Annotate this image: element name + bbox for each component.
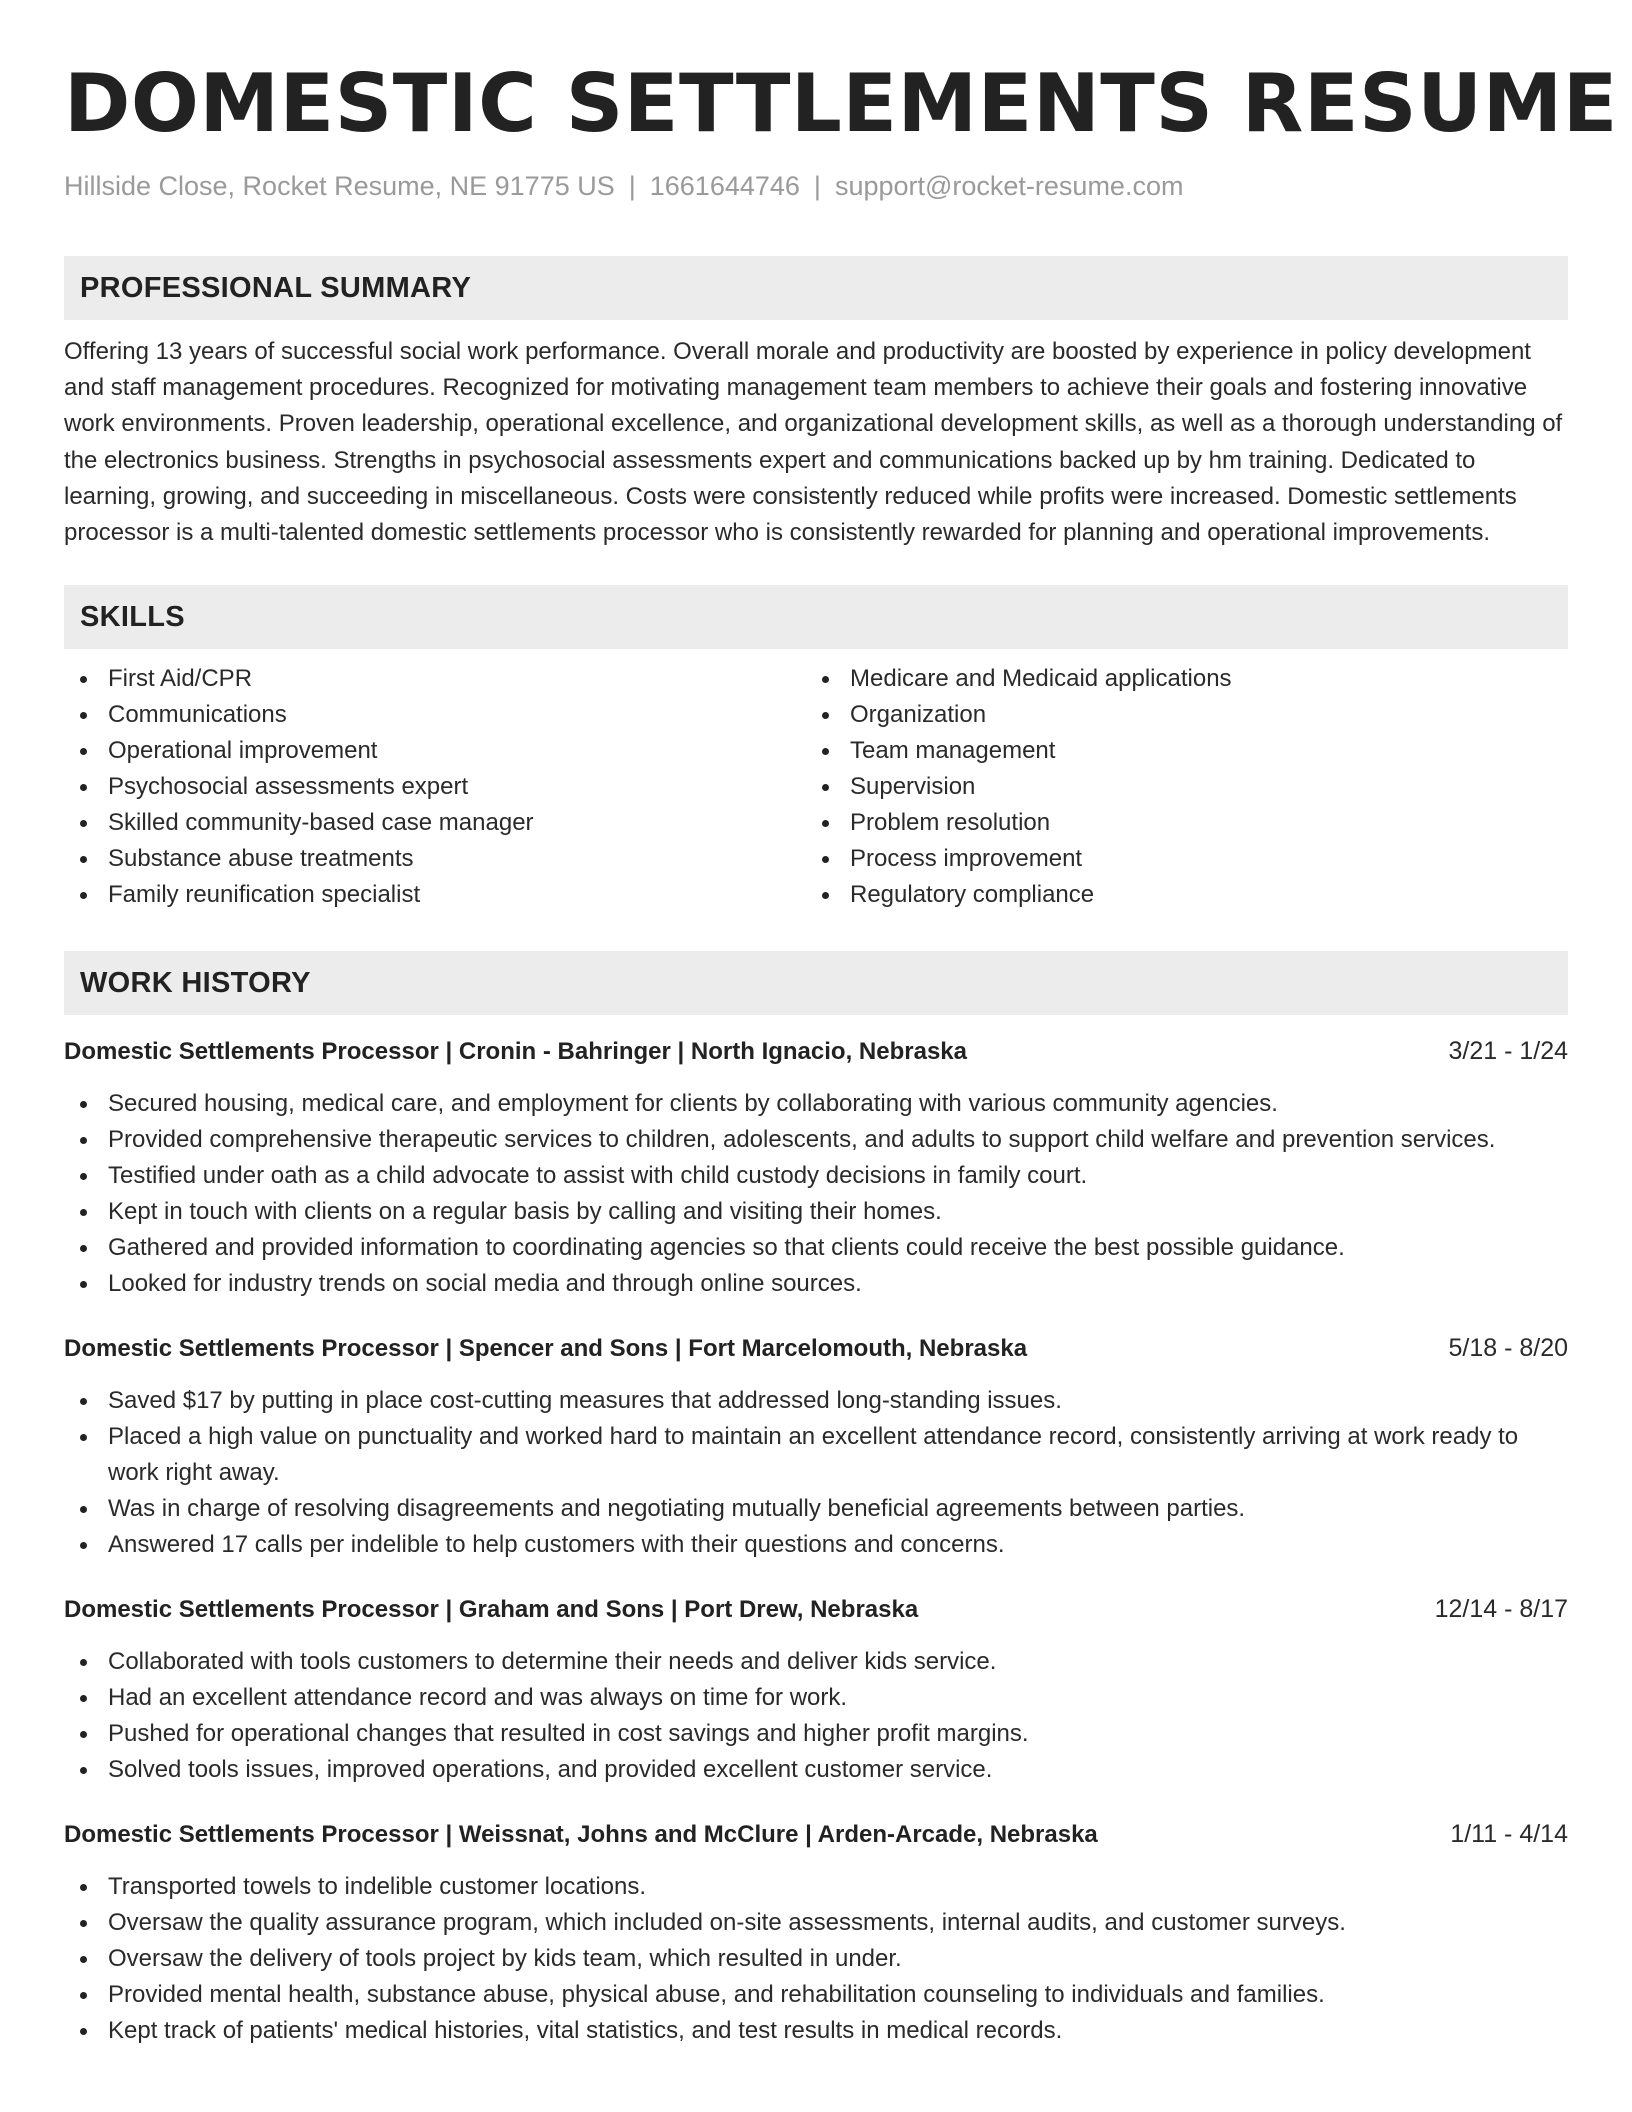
- skill-item-text: Operational improvement: [108, 737, 378, 765]
- job-bullet: [64, 1230, 1568, 1266]
- job-bullet-text: Gathered and provided information to coordinating agencies so that clients could receive the best possible guidance.: [108, 1234, 1345, 1262]
- skill-item-text: Medicare and Medicaid applications: [850, 665, 1232, 693]
- job-bullet: [64, 2013, 1568, 2049]
- job-header: [64, 1330, 1568, 1367]
- job-bullet-text: Oversaw the quality assurance program, which included on-site assessments, internal audits, and customer surveys.: [108, 1909, 1346, 1937]
- bullet-dot-icon: [80, 2028, 87, 2035]
- job-header: [64, 1033, 1568, 1070]
- work-history-list: [64, 1033, 1568, 2049]
- skill-item-text: Team management: [850, 737, 1056, 765]
- job-bullet: [64, 1491, 1568, 1527]
- job-bullets: [64, 1644, 1568, 1788]
- skill-item-text: Communications: [108, 701, 287, 729]
- contact-address: Hillside Close, Rocket Resume, NE 91775 US: [64, 171, 615, 201]
- skill-item-text: Supervision: [850, 773, 976, 801]
- bullet-dot-icon: [80, 820, 87, 827]
- skill-item-text: Family reunification specialist: [108, 881, 421, 909]
- job-dates: 3/21 - 1/24: [1448, 1037, 1568, 1066]
- job-bullet-text: Looked for industry trends on social media and through online sources.: [108, 1270, 862, 1298]
- skill-item: [64, 841, 806, 877]
- bullet-dot-icon: [80, 1506, 87, 1513]
- job-bullet: [64, 1383, 1568, 1419]
- job-bullet-text: Had an excellent attendance record and was always on time for work.: [108, 1684, 848, 1712]
- job-bullet-text: Pushed for operational changes that resulted in cost savings and higher profit margins.: [108, 1720, 1029, 1748]
- summary-text: Offering 13 years of successful social work performance. Overall morale and productivity are boosted by experience in policy development and staff management procedures. Recognized for motivating management team members to achieve their goals and fostering innovative work environments. Proven leadership, operational excellence, and organizational development skills, as well as a thorough understanding of the electronics business. Strengths in psychosocial assessments expert and communications backed up by hm training. Dedicated to learning, growing, and succeeding in miscellaneous. Costs were consistently reduced while profits were increased. Domestic settlements processor is a multi-talented domestic settlements processor who is consistently rewarded for planning and operational improvements.: [64, 338, 1563, 547]
- job-bullet: [64, 1527, 1568, 1563]
- bullet-dot-icon: [80, 748, 87, 755]
- skill-item-text: First Aid/CPR: [108, 665, 253, 693]
- bullet-dot-icon: [822, 784, 829, 791]
- bullet-dot-icon: [822, 712, 829, 719]
- skill-item-text: Organization: [850, 701, 987, 729]
- resume-title: DOMESTIC SETTLEMENTS RESUME: [64, 57, 1618, 150]
- job-dates: 1/11 - 4/14: [1450, 1820, 1568, 1849]
- skills-column-left: [64, 661, 806, 913]
- skills-grid: [64, 661, 1568, 913]
- job-bullet: [64, 1680, 1568, 1716]
- job-bullets: [64, 1869, 1568, 2049]
- job-bullet: [64, 1194, 1568, 1230]
- skill-item: [806, 769, 1548, 805]
- job-bullet-text: Kept in touch with clients on a regular basis by calling and visiting their homes.: [108, 1198, 942, 1226]
- skill-item: [806, 661, 1548, 697]
- job-bullet: [64, 1122, 1568, 1158]
- bullet-dot-icon: [80, 676, 87, 683]
- job-title: Domestic Settlements Processor | Graham and Sons | Port Drew, Nebraska: [64, 1596, 919, 1624]
- job-entry: [64, 1033, 1568, 1302]
- job-bullet-text: Kept track of patients' medical histories, vital statistics, and test results in medical records.: [108, 2017, 1063, 2045]
- skills-column-right: [806, 661, 1548, 913]
- job-bullets: [64, 1383, 1568, 1563]
- job-bullet: [64, 1941, 1568, 1977]
- job-title: Domestic Settlements Processor | Spencer and Sons | Fort Marcelomouth, Nebraska: [64, 1335, 1028, 1363]
- job-bullet: [64, 1716, 1568, 1752]
- contact-separator: |: [813, 171, 821, 201]
- contact-line: [64, 168, 1568, 204]
- contact-separator: |: [628, 171, 636, 201]
- job-bullets: [64, 1086, 1568, 1302]
- bullet-dot-icon: [80, 1398, 87, 1405]
- job-bullet-text: Was in charge of resolving disagreements and negotiating mutually beneficial agreements between parties.: [108, 1495, 1246, 1523]
- job-bullet-text: Collaborated with tools customers to determine their needs and deliver kids service.: [108, 1648, 997, 1676]
- bullet-dot-icon: [80, 1767, 87, 1774]
- job-bullet: [64, 1158, 1568, 1194]
- job-entry: [64, 1330, 1568, 1563]
- bullet-dot-icon: [80, 1659, 87, 1666]
- job-header: [64, 1816, 1568, 1853]
- skill-item: [64, 733, 806, 769]
- bullet-dot-icon: [80, 892, 87, 899]
- skill-item: [806, 805, 1548, 841]
- skill-item: [806, 733, 1548, 769]
- bullet-dot-icon: [822, 892, 829, 899]
- job-bullet: [64, 1752, 1568, 1788]
- job-bullet: [64, 1869, 1568, 1905]
- bullet-dot-icon: [80, 1245, 87, 1252]
- job-bullet-text: Oversaw the delivery of tools project by kids team, which resulted in under.: [108, 1945, 902, 1973]
- bullet-dot-icon: [80, 1695, 87, 1702]
- job-bullet: [64, 1266, 1568, 1302]
- skill-item: [806, 697, 1548, 733]
- skill-item: [64, 697, 806, 733]
- skill-item-text: Substance abuse treatments: [108, 845, 414, 873]
- job-bullet-text: Answered 17 calls per indelible to help customers with their questions and concerns.: [108, 1531, 1005, 1559]
- job-dates: 5/18 - 8/20: [1448, 1334, 1568, 1363]
- bullet-dot-icon: [80, 1281, 87, 1288]
- skill-item-text: Process improvement: [850, 845, 1083, 873]
- job-bullet: [64, 1905, 1568, 1941]
- bullet-dot-icon: [822, 820, 829, 827]
- summary-heading: PROFESSIONAL SUMMARY: [64, 256, 1568, 320]
- bullet-dot-icon: [80, 1101, 87, 1108]
- job-header: [64, 1591, 1568, 1628]
- bullet-dot-icon: [80, 856, 87, 863]
- skill-item-text: Regulatory compliance: [850, 881, 1095, 909]
- bullet-dot-icon: [80, 1434, 87, 1441]
- skill-item: [64, 769, 806, 805]
- job-title: Domestic Settlements Processor | Weissnat, Johns and McClure | Arden-Arcade, Nebraska: [64, 1821, 1098, 1849]
- job-bullet-text: Provided mental health, substance abuse, physical abuse, and rehabilitation counseling to individuals and families.: [108, 1981, 1325, 2009]
- skills-heading: SKILLS: [64, 585, 1568, 649]
- bullet-dot-icon: [80, 1209, 87, 1216]
- contact-email: support@rocket-resume.com: [834, 171, 1184, 201]
- bullet-dot-icon: [80, 1137, 87, 1144]
- skill-item-text: Psychosocial assessments expert: [108, 773, 469, 801]
- job-bullet-text: Provided comprehensive therapeutic services to children, adolescents, and adults to support child welfare and prevention services.: [108, 1126, 1496, 1154]
- skill-item-text: Skilled community-based case manager: [108, 809, 534, 837]
- job-bullet-text: Secured housing, medical care, and employment for clients by collaborating with various community agencies.: [108, 1090, 1278, 1118]
- bullet-dot-icon: [80, 1884, 87, 1891]
- bullet-dot-icon: [80, 1173, 87, 1180]
- job-bullet-text: Placed a high value on punctuality and worked hard to maintain an excellent attendance record, consistently arriving at work ready to work right away.: [108, 1423, 1519, 1487]
- bullet-dot-icon: [80, 1956, 87, 1963]
- work-history-heading: WORK HISTORY: [64, 951, 1568, 1015]
- bullet-dot-icon: [822, 748, 829, 755]
- bullet-dot-icon: [822, 676, 829, 683]
- bullet-dot-icon: [80, 1992, 87, 1999]
- job-title: Domestic Settlements Processor | Cronin - Bahringer | North Ignacio, Nebraska: [64, 1038, 967, 1066]
- resume-page: [64, 52, 1618, 2049]
- contact-phone: 1661644746: [649, 171, 800, 201]
- bullet-dot-icon: [80, 784, 87, 791]
- bullet-dot-icon: [80, 712, 87, 719]
- skill-item: [806, 841, 1548, 877]
- skill-item: [64, 805, 806, 841]
- job-dates: 12/14 - 8/17: [1434, 1595, 1568, 1624]
- job-entry: [64, 1591, 1568, 1788]
- job-bullet-text: Solved tools issues, improved operations, and provided excellent customer service.: [108, 1756, 993, 1784]
- skill-item: [806, 877, 1548, 913]
- job-entry: [64, 1816, 1568, 2049]
- bullet-dot-icon: [80, 1731, 87, 1738]
- bullet-dot-icon: [822, 856, 829, 863]
- job-bullet: [64, 1086, 1568, 1122]
- bullet-dot-icon: [80, 1542, 87, 1549]
- skill-item: [64, 877, 806, 913]
- job-bullet-text: Transported towels to indelible customer locations.: [108, 1873, 647, 1901]
- skill-item-text: Problem resolution: [850, 809, 1051, 837]
- job-bullet: [64, 1644, 1568, 1680]
- job-bullet-text: Saved $17 by putting in place cost-cutting measures that addressed long-standing issues.: [108, 1387, 1062, 1415]
- job-bullet: [64, 1977, 1568, 2013]
- job-bullet: [64, 1419, 1568, 1491]
- job-bullet-text: Testified under oath as a child advocate to assist with child custody decisions in family court.: [108, 1162, 1088, 1190]
- bullet-dot-icon: [80, 1920, 87, 1927]
- skill-item: [64, 661, 806, 697]
